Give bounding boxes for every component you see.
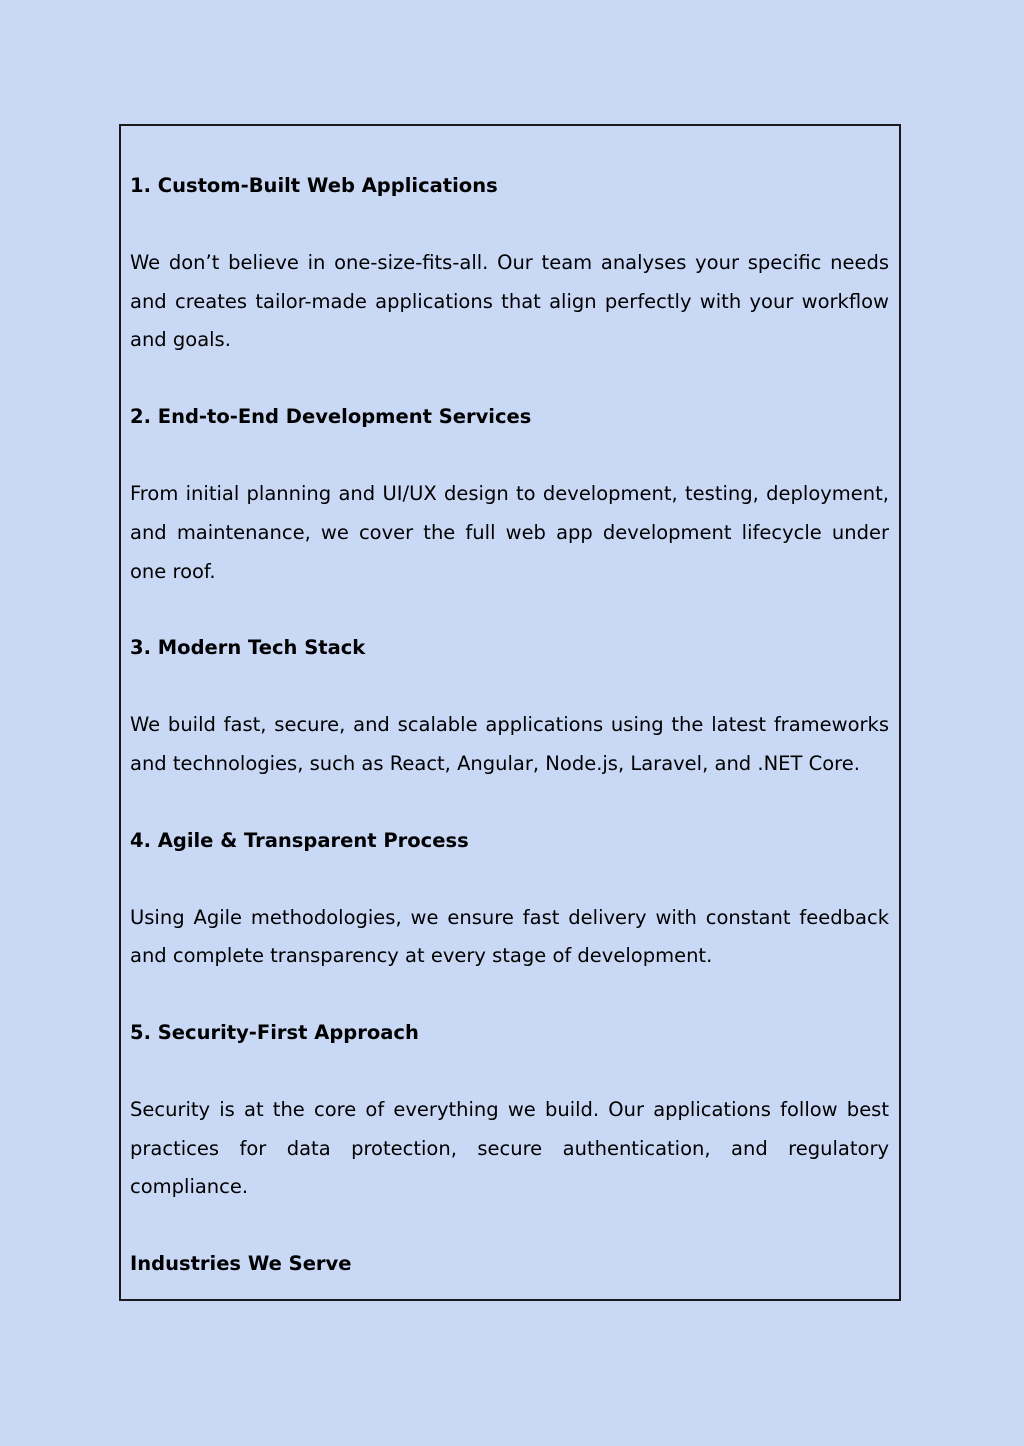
section-heading: 1. Custom-Built Web Applications xyxy=(130,174,498,197)
closing-heading: Industries We Serve xyxy=(130,1252,352,1276)
section-heading: 5. Security-First Approach xyxy=(130,1021,419,1045)
section-paragraph: Using Agile methodologies, we ensure fast delivery with constant feedback and complete transparency at every stage of development. xyxy=(130,905,889,968)
section-heading: 4. Agile & Transparent Process xyxy=(130,828,469,852)
section-paragraph: We build fast, secure, and scalable applications using the latest frameworks and technologies, such as React, Angular, Node.js, Laravel, and .NET Core. xyxy=(130,713,889,775)
section-paragraph: Security is at the core of everything we build. Our applications follow best practices for data protection, secure authentication, and regulatory compliance. xyxy=(130,1098,889,1199)
section-heading: 2. End-to-End Development Services xyxy=(130,405,532,429)
section-paragraph: We don’t believe in one-size-fits-all. Our team analyses your specific needs and creates tailor-made applications that align perfectly with your workflow and goals. xyxy=(130,251,889,352)
content-box xyxy=(119,124,901,1301)
section-paragraph: From initial planning and UI/UX design to development, testing, deployment, and maintenance, we cover the full web app development lifecycle under one roof. xyxy=(130,482,889,583)
section-heading: 3. Modern Tech Stack xyxy=(130,636,366,660)
